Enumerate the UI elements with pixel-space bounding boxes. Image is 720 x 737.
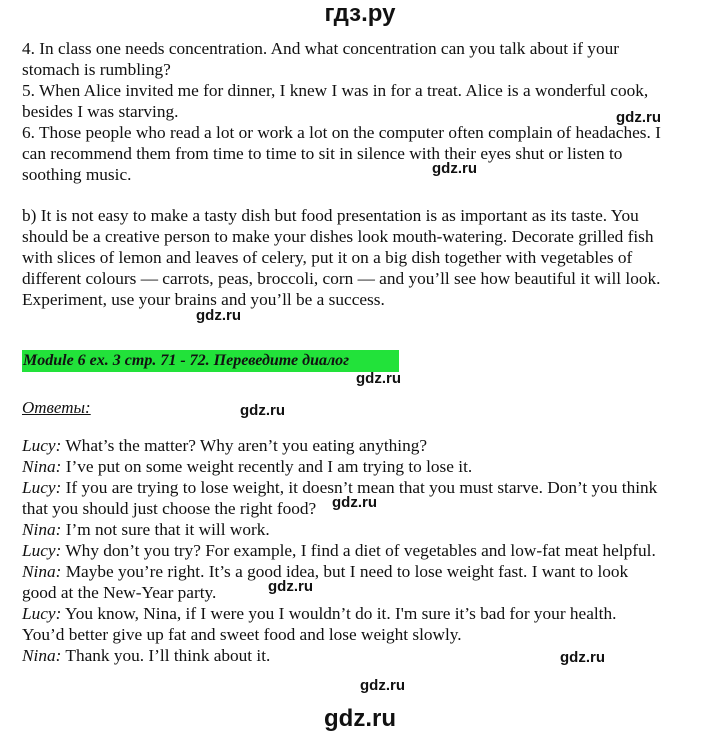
speaker-name: Nina: <box>22 520 62 539</box>
dialogue-text: I’ve put on some weight recently and I am trying to lose it. <box>61 457 473 476</box>
speaker-name: Lucy: <box>22 541 62 560</box>
dialogue-text: You’d better give up fat and sweet food and lose weight slowly. <box>22 625 462 644</box>
dialogue-text: If you are trying to lose weight, it doesn’t mean that you must starve. Don’t you think <box>61 478 658 497</box>
watermark: gdz.ru <box>360 677 405 694</box>
text-line: Experiment, use your brains and you’ll be a success. <box>22 290 385 309</box>
dialogue-text: You know, Nina, if I were you I wouldn’t do it. I'm sure it’s bad for your health. <box>61 604 617 623</box>
watermark: gdz.ru <box>240 402 285 419</box>
text-line: can recommend them from time to time to sit in silence with their eyes shut or listen to <box>22 144 623 163</box>
text-line: with slices of lemon and leaves of celery, put it on a big dish together with vegetables of <box>22 248 633 267</box>
dialogue-line <box>22 498 316 519</box>
site-header: гдз.ру <box>324 0 396 27</box>
speaker-name: Lucy: <box>22 604 62 623</box>
dialogue-text: good at the New-Year party. <box>22 583 217 602</box>
speaker-name: Lucy: <box>22 478 62 497</box>
text-line: 4. In class one needs concentration. And what concentration can you talk about if your <box>22 39 619 58</box>
speaker-name: Lucy: <box>22 436 62 455</box>
watermark: gdz.ru <box>332 494 377 511</box>
dialogue-text: that you should just choose the right food? <box>22 499 317 518</box>
speaker-name: Nina: <box>22 562 62 581</box>
dialogue-text: Thank you. I’ll think about it. <box>61 646 271 665</box>
text-line: 6. Those people who read a lot or work a lot on the computer often complain of headaches. I <box>22 123 661 142</box>
text-line: stomach is rumbling? <box>22 60 171 79</box>
text-line: besides I was starving. <box>22 102 179 121</box>
dialogue-line <box>22 603 616 624</box>
dialogue-line <box>22 561 628 582</box>
watermark: gdz.ru <box>356 370 401 387</box>
module-heading: Module 6 ex. 3 стр. 71 - 72. Переведите диалог <box>22 350 399 372</box>
speaker-name: Nina: <box>22 457 62 476</box>
answers-label: Ответы: <box>22 398 91 417</box>
dialogue-text: What’s the matter? Why aren’t you eating anything? <box>61 436 428 455</box>
speaker-name: Nina: <box>22 646 62 665</box>
dialogue-line <box>22 624 462 645</box>
dialogue-text: I’m not sure that it will work. <box>61 520 270 539</box>
watermark: gdz.ru <box>560 649 605 666</box>
dialogue-line <box>22 456 472 477</box>
text-line: b) It is not easy to make a tasty dish but food presentation is as important as its taste. You <box>22 206 639 225</box>
dialogue-line <box>22 519 270 540</box>
text-line: different colours — carrots, peas, broccoli, corn — and you’ll see how beautiful it will look. <box>22 269 661 288</box>
watermark: gdz.ru <box>268 578 313 595</box>
dialogue-line <box>22 540 656 561</box>
text-line: soothing music. <box>22 165 132 184</box>
site-footer: gdz.ru <box>324 705 396 732</box>
dialogue-line <box>22 645 270 666</box>
text-line: should be a creative person to make your dishes look mouth-watering. Decorate grilled fish <box>22 227 654 246</box>
watermark: gdz.ru <box>432 160 477 177</box>
text-line: 5. When Alice invited me for dinner, I knew I was in for a treat. Alice is a wonderful cook, <box>22 81 649 100</box>
watermark: gdz.ru <box>616 109 661 126</box>
dialogue-line <box>22 435 427 456</box>
dialogue-line <box>22 582 216 603</box>
watermark: gdz.ru <box>196 307 241 324</box>
dialogue-text: Maybe you’re right. It’s a good idea, but I need to lose weight fast. I want to look <box>61 562 629 581</box>
dialogue-text: Why don’t you try? For example, I find a diet of vegetables and low-fat meat helpful. <box>61 541 656 560</box>
